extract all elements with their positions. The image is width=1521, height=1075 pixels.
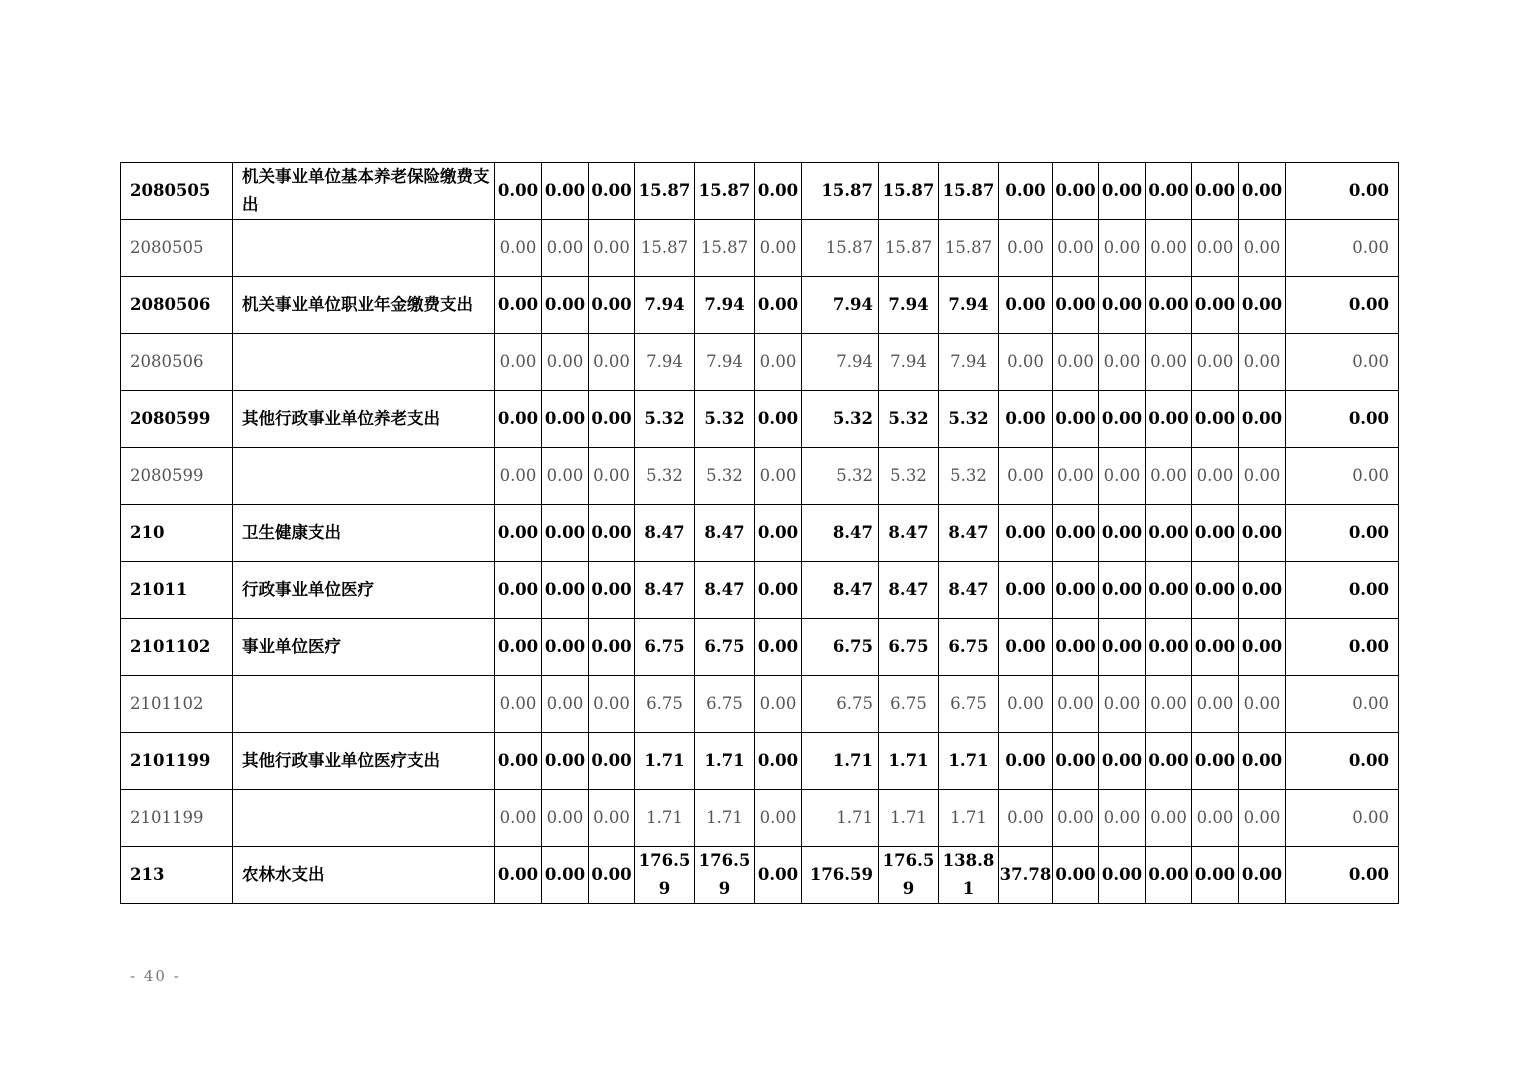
amount-cell-15: 0.00 (1239, 163, 1286, 220)
amount-cell-8: 15.87 (879, 163, 939, 220)
amount-cell-1: 0.00 (495, 220, 542, 277)
amount-cell-12: 0.00 (1099, 562, 1146, 619)
amount-cell-13: 0.00 (1146, 163, 1192, 220)
table-row (121, 619, 1399, 676)
amount-cell-8: 7.94 (879, 277, 939, 334)
amount-cell-9: 8.47 (939, 505, 999, 562)
amount-cell-14: 0.00 (1192, 790, 1239, 847)
amount-cell-2: 0.00 (542, 334, 589, 391)
amount-cell-7: 1.71 (802, 790, 879, 847)
amount-cell-6: 0.00 (755, 562, 802, 619)
amount-cell-16: 0.00 (1286, 391, 1399, 448)
amount-cell-7: 7.94 (802, 277, 879, 334)
amount-cell-7: 15.87 (802, 163, 879, 220)
amount-cell-7: 8.47 (802, 562, 879, 619)
amount-cell-2: 0.00 (542, 676, 589, 733)
amount-cell-11: 0.00 (1053, 220, 1099, 277)
amount-cell-8: 7.94 (879, 334, 939, 391)
amount-cell-5: 8.47 (695, 505, 755, 562)
amount-cell-16: 0.00 (1286, 847, 1399, 904)
amount-cell-16: 0.00 (1286, 790, 1399, 847)
amount-cell-13: 0.00 (1146, 847, 1192, 904)
amount-cell-3: 0.00 (589, 448, 635, 505)
amount-cell-14: 0.00 (1192, 562, 1239, 619)
subject-name-cell (233, 220, 495, 277)
amount-cell-5: 1.71 (695, 790, 755, 847)
amount-cell-14: 0.00 (1192, 676, 1239, 733)
amount-cell-5: 6.75 (695, 619, 755, 676)
amount-cell-8: 8.47 (879, 562, 939, 619)
table-row (121, 391, 1399, 448)
amount-cell-15: 0.00 (1239, 277, 1286, 334)
amount-cell-1: 0.00 (495, 790, 542, 847)
amount-cell-13: 0.00 (1146, 619, 1192, 676)
amount-cell-10: 0.00 (999, 733, 1053, 790)
amount-cell-1: 0.00 (495, 562, 542, 619)
amount-cell-11: 0.00 (1053, 505, 1099, 562)
amount-cell-4: 1.71 (635, 790, 695, 847)
amount-cell-13: 0.00 (1146, 562, 1192, 619)
amount-cell-2: 0.00 (542, 790, 589, 847)
amount-cell-11: 0.00 (1053, 676, 1099, 733)
subject-code-cell: 2101102 (121, 676, 233, 733)
subject-code-cell: 2080599 (121, 391, 233, 448)
table-row (121, 505, 1399, 562)
amount-cell-10: 0.00 (999, 277, 1053, 334)
amount-cell-15: 0.00 (1239, 562, 1286, 619)
amount-cell-12: 0.00 (1099, 847, 1146, 904)
amount-cell-6: 0.00 (755, 847, 802, 904)
amount-cell-14: 0.00 (1192, 733, 1239, 790)
amount-cell-14: 0.00 (1192, 220, 1239, 277)
amount-cell-16: 0.00 (1286, 733, 1399, 790)
amount-cell-2: 0.00 (542, 562, 589, 619)
table-row (121, 733, 1399, 790)
amount-cell-12: 0.00 (1099, 220, 1146, 277)
amount-cell-16: 0.00 (1286, 334, 1399, 391)
amount-cell-6: 0.00 (755, 733, 802, 790)
amount-cell-2: 0.00 (542, 277, 589, 334)
amount-cell-10: 0.00 (999, 163, 1053, 220)
amount-cell-9: 6.75 (939, 619, 999, 676)
amount-cell-5: 1.71 (695, 733, 755, 790)
amount-cell-9: 138.81 (939, 847, 999, 904)
amount-cell-12: 0.00 (1099, 334, 1146, 391)
amount-cell-4: 5.32 (635, 391, 695, 448)
amount-cell-2: 0.00 (542, 505, 589, 562)
amount-cell-15: 0.00 (1239, 220, 1286, 277)
amount-cell-14: 0.00 (1192, 505, 1239, 562)
subject-name-cell (233, 448, 495, 505)
amount-cell-1: 0.00 (495, 448, 542, 505)
amount-cell-7: 8.47 (802, 505, 879, 562)
amount-cell-13: 0.00 (1146, 733, 1192, 790)
table-row (121, 163, 1399, 220)
amount-cell-8: 176.59 (879, 847, 939, 904)
amount-cell-13: 0.00 (1146, 676, 1192, 733)
amount-cell-10: 0.00 (999, 505, 1053, 562)
amount-cell-4: 15.87 (635, 220, 695, 277)
amount-cell-11: 0.00 (1053, 391, 1099, 448)
amount-cell-6: 0.00 (755, 163, 802, 220)
amount-cell-12: 0.00 (1099, 448, 1146, 505)
amount-cell-3: 0.00 (589, 619, 635, 676)
amount-cell-5: 5.32 (695, 391, 755, 448)
amount-cell-10: 0.00 (999, 790, 1053, 847)
amount-cell-8: 1.71 (879, 733, 939, 790)
amount-cell-9: 6.75 (939, 676, 999, 733)
amount-cell-3: 0.00 (589, 790, 635, 847)
amount-cell-16: 0.00 (1286, 277, 1399, 334)
amount-cell-15: 0.00 (1239, 619, 1286, 676)
subject-name-cell: 其他行政事业单位医疗支出 (233, 733, 495, 790)
amount-cell-13: 0.00 (1146, 448, 1192, 505)
subject-code-cell: 2080506 (121, 277, 233, 334)
amount-cell-7: 6.75 (802, 676, 879, 733)
amount-cell-3: 0.00 (589, 163, 635, 220)
amount-cell-15: 0.00 (1239, 676, 1286, 733)
amount-cell-4: 7.94 (635, 277, 695, 334)
table-row (121, 562, 1399, 619)
amount-cell-9: 8.47 (939, 562, 999, 619)
amount-cell-10: 37.78 (999, 847, 1053, 904)
amount-cell-5: 6.75 (695, 676, 755, 733)
amount-cell-4: 1.71 (635, 733, 695, 790)
amount-cell-9: 15.87 (939, 163, 999, 220)
amount-cell-4: 7.94 (635, 334, 695, 391)
amount-cell-9: 1.71 (939, 733, 999, 790)
amount-cell-3: 0.00 (589, 562, 635, 619)
amount-cell-11: 0.00 (1053, 733, 1099, 790)
amount-cell-6: 0.00 (755, 448, 802, 505)
amount-cell-8: 15.87 (879, 220, 939, 277)
amount-cell-11: 0.00 (1053, 277, 1099, 334)
table-row (121, 847, 1399, 904)
amount-cell-2: 0.00 (542, 163, 589, 220)
subject-code-cell: 2080506 (121, 334, 233, 391)
amount-cell-7: 176.59 (802, 847, 879, 904)
amount-cell-3: 0.00 (589, 676, 635, 733)
amount-cell-2: 0.00 (542, 448, 589, 505)
amount-cell-7: 5.32 (802, 391, 879, 448)
subject-name-cell: 机关事业单位基本养老保险缴费支出 (233, 163, 495, 220)
amount-cell-1: 0.00 (495, 676, 542, 733)
amount-cell-12: 0.00 (1099, 733, 1146, 790)
amount-cell-4: 6.75 (635, 676, 695, 733)
amount-cell-10: 0.00 (999, 334, 1053, 391)
amount-cell-5: 7.94 (695, 334, 755, 391)
amount-cell-4: 176.59 (635, 847, 695, 904)
subject-name-cell: 机关事业单位职业年金缴费支出 (233, 277, 495, 334)
amount-cell-6: 0.00 (755, 619, 802, 676)
amount-cell-5: 7.94 (695, 277, 755, 334)
budget-table (120, 162, 1399, 904)
subject-code-cell: 210 (121, 505, 233, 562)
amount-cell-11: 0.00 (1053, 562, 1099, 619)
amount-cell-16: 0.00 (1286, 562, 1399, 619)
table-row (121, 334, 1399, 391)
amount-cell-6: 0.00 (755, 505, 802, 562)
subject-code-cell: 2101199 (121, 790, 233, 847)
amount-cell-14: 0.00 (1192, 163, 1239, 220)
subject-name-cell (233, 676, 495, 733)
amount-cell-9: 5.32 (939, 391, 999, 448)
amount-cell-9: 5.32 (939, 448, 999, 505)
amount-cell-13: 0.00 (1146, 334, 1192, 391)
table-row (121, 277, 1399, 334)
subject-name-cell: 行政事业单位医疗 (233, 562, 495, 619)
amount-cell-10: 0.00 (999, 619, 1053, 676)
amount-cell-12: 0.00 (1099, 277, 1146, 334)
amount-cell-2: 0.00 (542, 220, 589, 277)
page-number: - 40 - (130, 967, 181, 985)
amount-cell-2: 0.00 (542, 847, 589, 904)
amount-cell-14: 0.00 (1192, 847, 1239, 904)
amount-cell-2: 0.00 (542, 391, 589, 448)
table-row (121, 448, 1399, 505)
subject-name-cell: 卫生健康支出 (233, 505, 495, 562)
subject-code-cell: 21011 (121, 562, 233, 619)
amount-cell-11: 0.00 (1053, 790, 1099, 847)
amount-cell-13: 0.00 (1146, 505, 1192, 562)
amount-cell-4: 8.47 (635, 505, 695, 562)
amount-cell-9: 7.94 (939, 277, 999, 334)
amount-cell-1: 0.00 (495, 619, 542, 676)
amount-cell-1: 0.00 (495, 163, 542, 220)
table-row (121, 676, 1399, 733)
amount-cell-16: 0.00 (1286, 220, 1399, 277)
amount-cell-15: 0.00 (1239, 847, 1286, 904)
amount-cell-1: 0.00 (495, 505, 542, 562)
amount-cell-10: 0.00 (999, 676, 1053, 733)
amount-cell-15: 0.00 (1239, 790, 1286, 847)
amount-cell-1: 0.00 (495, 391, 542, 448)
amount-cell-15: 0.00 (1239, 334, 1286, 391)
subject-name-cell (233, 334, 495, 391)
subject-name-cell: 事业单位医疗 (233, 619, 495, 676)
amount-cell-8: 1.71 (879, 790, 939, 847)
amount-cell-6: 0.00 (755, 391, 802, 448)
amount-cell-10: 0.00 (999, 448, 1053, 505)
amount-cell-16: 0.00 (1286, 448, 1399, 505)
subject-code-cell: 2101102 (121, 619, 233, 676)
amount-cell-12: 0.00 (1099, 790, 1146, 847)
table-row (121, 790, 1399, 847)
amount-cell-12: 0.00 (1099, 676, 1146, 733)
amount-cell-4: 6.75 (635, 619, 695, 676)
amount-cell-1: 0.00 (495, 847, 542, 904)
amount-cell-6: 0.00 (755, 277, 802, 334)
amount-cell-3: 0.00 (589, 505, 635, 562)
amount-cell-5: 15.87 (695, 163, 755, 220)
amount-cell-8: 5.32 (879, 391, 939, 448)
amount-cell-14: 0.00 (1192, 448, 1239, 505)
amount-cell-11: 0.00 (1053, 163, 1099, 220)
subject-name-cell (233, 790, 495, 847)
subject-code-cell: 213 (121, 847, 233, 904)
amount-cell-7: 5.32 (802, 448, 879, 505)
amount-cell-5: 8.47 (695, 562, 755, 619)
amount-cell-4: 5.32 (635, 448, 695, 505)
amount-cell-11: 0.00 (1053, 334, 1099, 391)
amount-cell-9: 7.94 (939, 334, 999, 391)
subject-name-cell: 其他行政事业单位养老支出 (233, 391, 495, 448)
amount-cell-14: 0.00 (1192, 277, 1239, 334)
amount-cell-10: 0.00 (999, 562, 1053, 619)
amount-cell-3: 0.00 (589, 277, 635, 334)
amount-cell-1: 0.00 (495, 733, 542, 790)
amount-cell-12: 0.00 (1099, 505, 1146, 562)
amount-cell-3: 0.00 (589, 391, 635, 448)
amount-cell-14: 0.00 (1192, 334, 1239, 391)
subject-code-cell: 2101199 (121, 733, 233, 790)
amount-cell-15: 0.00 (1239, 505, 1286, 562)
amount-cell-2: 0.00 (542, 733, 589, 790)
amount-cell-13: 0.00 (1146, 220, 1192, 277)
amount-cell-3: 0.00 (589, 220, 635, 277)
amount-cell-13: 0.00 (1146, 790, 1192, 847)
amount-cell-12: 0.00 (1099, 619, 1146, 676)
amount-cell-3: 0.00 (589, 733, 635, 790)
amount-cell-2: 0.00 (542, 619, 589, 676)
amount-cell-6: 0.00 (755, 676, 802, 733)
amount-cell-4: 15.87 (635, 163, 695, 220)
amount-cell-4: 8.47 (635, 562, 695, 619)
amount-cell-1: 0.00 (495, 334, 542, 391)
amount-cell-12: 0.00 (1099, 391, 1146, 448)
amount-cell-11: 0.00 (1053, 619, 1099, 676)
amount-cell-15: 0.00 (1239, 391, 1286, 448)
amount-cell-10: 0.00 (999, 391, 1053, 448)
amount-cell-9: 15.87 (939, 220, 999, 277)
amount-cell-12: 0.00 (1099, 163, 1146, 220)
amount-cell-7: 6.75 (802, 619, 879, 676)
subject-code-cell: 2080599 (121, 448, 233, 505)
amount-cell-7: 7.94 (802, 334, 879, 391)
amount-cell-6: 0.00 (755, 790, 802, 847)
amount-cell-14: 0.00 (1192, 391, 1239, 448)
amount-cell-16: 0.00 (1286, 676, 1399, 733)
subject-code-cell: 2080505 (121, 163, 233, 220)
amount-cell-15: 0.00 (1239, 448, 1286, 505)
amount-cell-11: 0.00 (1053, 847, 1099, 904)
amount-cell-8: 6.75 (879, 619, 939, 676)
subject-name-cell: 农林水支出 (233, 847, 495, 904)
amount-cell-7: 15.87 (802, 220, 879, 277)
amount-cell-5: 15.87 (695, 220, 755, 277)
amount-cell-6: 0.00 (755, 220, 802, 277)
amount-cell-13: 0.00 (1146, 277, 1192, 334)
amount-cell-10: 0.00 (999, 220, 1053, 277)
amount-cell-9: 1.71 (939, 790, 999, 847)
amount-cell-14: 0.00 (1192, 619, 1239, 676)
amount-cell-15: 0.00 (1239, 733, 1286, 790)
amount-cell-8: 6.75 (879, 676, 939, 733)
amount-cell-8: 8.47 (879, 505, 939, 562)
amount-cell-5: 176.59 (695, 847, 755, 904)
amount-cell-11: 0.00 (1053, 448, 1099, 505)
amount-cell-8: 5.32 (879, 448, 939, 505)
amount-cell-3: 0.00 (589, 847, 635, 904)
amount-cell-5: 5.32 (695, 448, 755, 505)
amount-cell-16: 0.00 (1286, 163, 1399, 220)
amount-cell-3: 0.00 (589, 334, 635, 391)
amount-cell-16: 0.00 (1286, 505, 1399, 562)
amount-cell-13: 0.00 (1146, 391, 1192, 448)
subject-code-cell: 2080505 (121, 220, 233, 277)
amount-cell-6: 0.00 (755, 334, 802, 391)
amount-cell-16: 0.00 (1286, 619, 1399, 676)
amount-cell-7: 1.71 (802, 733, 879, 790)
table-row (121, 220, 1399, 277)
amount-cell-1: 0.00 (495, 277, 542, 334)
